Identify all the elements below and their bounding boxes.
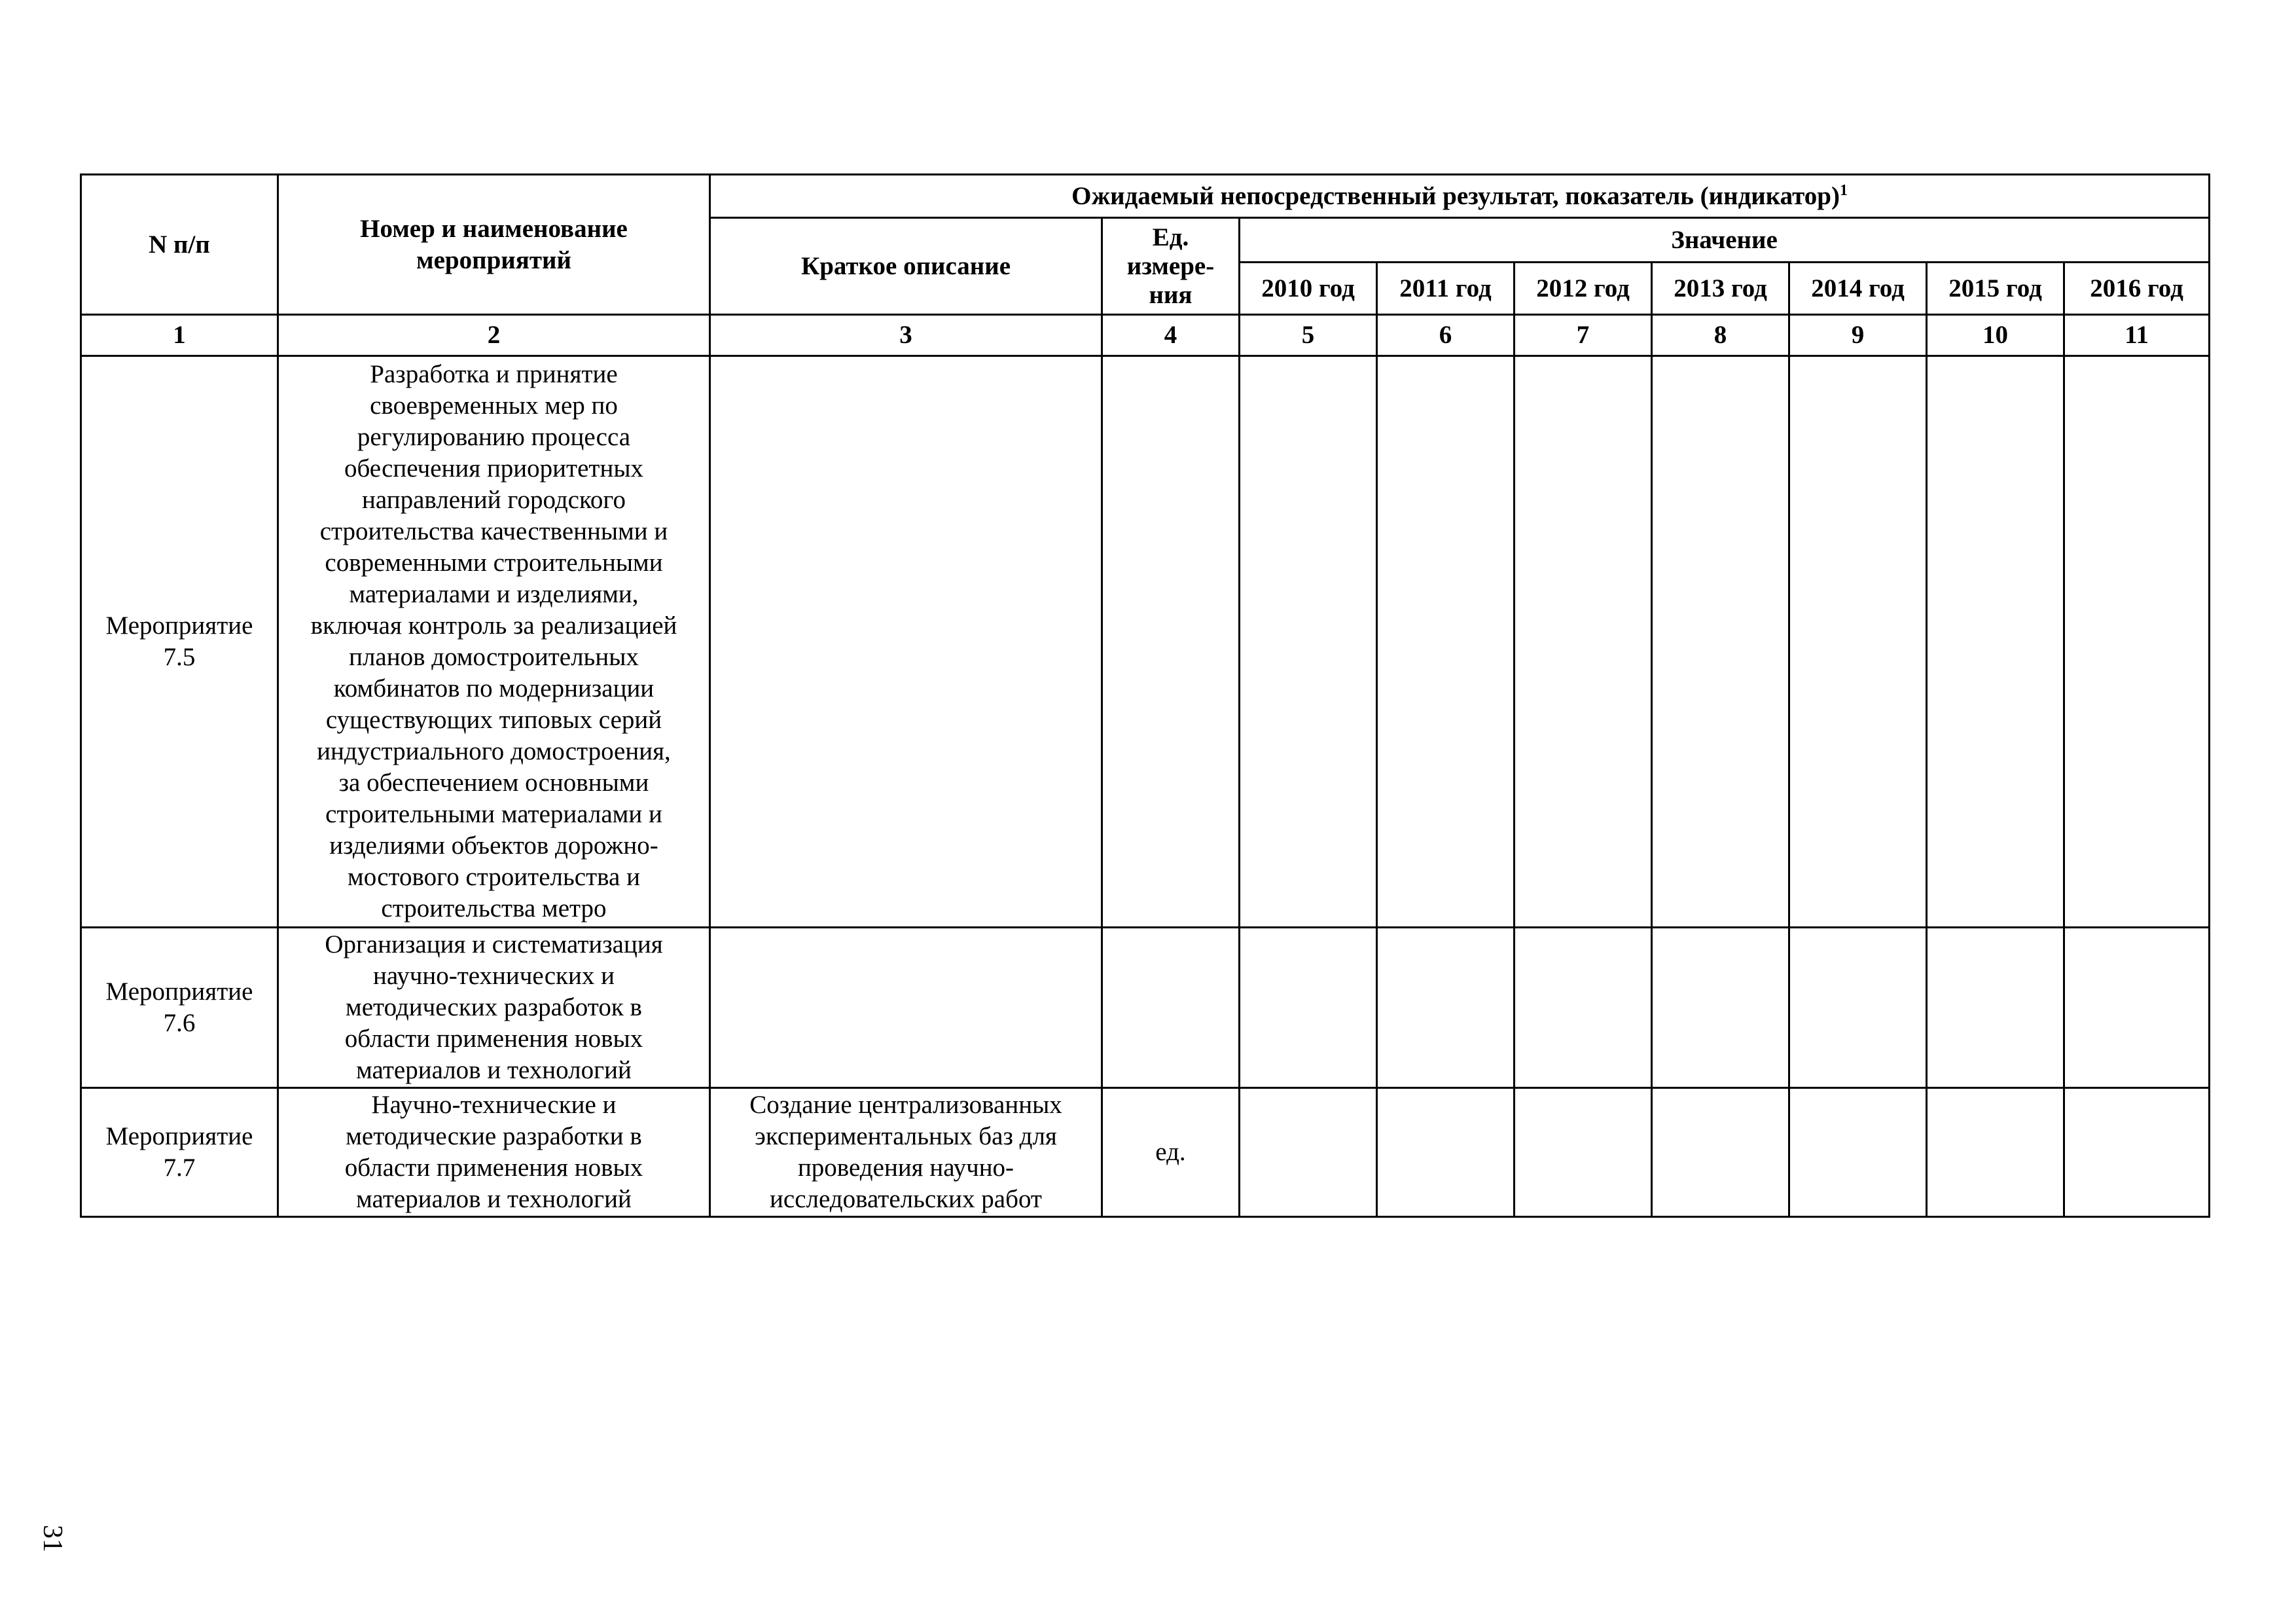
row-measure-name: Разработка и принятие своевременных мер по регулированию процесса обеспечения приоритетных направлений городского строительства качественными и современными строительными материалами и изделиями, включая контроль за реализацией планов домостроительных комбинатов по модернизации существующих типовых серий индустриального домостроения, за обеспечением основными строительными материалами и изделиями объектов дорожно- мостового строительства и строительства метро (278, 356, 710, 928)
header-year: 2012 год (1515, 263, 1652, 315)
header-n-pp: N п/п (81, 175, 278, 315)
header-value: Значение (1240, 218, 2210, 263)
table-row (81, 1088, 2210, 1217)
header-year: 2010 год (1240, 263, 1377, 315)
row-value (1927, 928, 2064, 1088)
row-number: Мероприятие 7.7 (81, 1088, 278, 1217)
row-value (1515, 1088, 1652, 1217)
row-value (1377, 356, 1515, 928)
row-value (1789, 356, 1927, 928)
row-value (1789, 1088, 1927, 1217)
measures-table (80, 173, 2210, 1218)
table-row (81, 928, 2210, 1088)
row-description: Создание централизованных экспериментальных баз для проведения научно- исследовательских работ (710, 1088, 1102, 1217)
row-value (1652, 928, 1789, 1088)
row-value (1377, 928, 1515, 1088)
row-value (1927, 1088, 2064, 1217)
header-short-description: Краткое описание (710, 218, 1102, 315)
row-value (1377, 1088, 1515, 1217)
row-value (1515, 356, 1652, 928)
row-value (1652, 356, 1789, 928)
column-number: 2 (278, 315, 710, 356)
row-value (1240, 356, 1377, 928)
footnote-mark: 1 (1839, 181, 1848, 199)
column-number: 5 (1240, 315, 1377, 356)
row-value (2064, 1088, 2210, 1217)
header-year: 2011 год (1377, 263, 1515, 315)
column-number: 4 (1102, 315, 1240, 356)
header-row-1 (81, 175, 2210, 218)
row-number: Мероприятие 7.5 (81, 356, 278, 928)
column-number: 11 (2064, 315, 2210, 356)
row-unit (1102, 928, 1240, 1088)
row-value (1789, 928, 1927, 1088)
row-value (1515, 928, 1652, 1088)
row-value (1652, 1088, 1789, 1217)
header-measure-name: Номер и наименование мероприятий (278, 175, 710, 315)
row-value (1240, 1088, 1377, 1217)
row-value (1927, 356, 2064, 928)
column-number: 1 (81, 315, 278, 356)
column-number: 8 (1652, 315, 1789, 356)
header-expected-result: Ожидаемый непосредственный результат, показатель (индикатор)$^1$ (710, 175, 2210, 218)
row-unit (1102, 356, 1240, 928)
column-number: 9 (1789, 315, 1927, 356)
row-value (2064, 928, 2210, 1088)
header-year: 2016 год (2064, 263, 2210, 315)
row-measure-name: Научно-технические и методические разработки в области применения новых материалов и технологий (278, 1088, 710, 1217)
row-value (1240, 928, 1377, 1088)
header-year: 2014 год (1789, 263, 1927, 315)
row-unit: ед. (1102, 1088, 1240, 1217)
column-number: 6 (1377, 315, 1515, 356)
header-year: 2013 год (1652, 263, 1789, 315)
column-number: 10 (1927, 315, 2064, 356)
row-measure-name: Организация и систематизация научно-технических и методических разработок в области применения новых материалов и технологий (278, 928, 710, 1088)
column-number-row (81, 315, 2210, 356)
header-unit: Ед. измере-ния (1102, 218, 1240, 315)
column-number: 3 (710, 315, 1102, 356)
column-number: 7 (1515, 315, 1652, 356)
row-number: Мероприятие 7.6 (81, 928, 278, 1088)
row-description (710, 928, 1102, 1088)
header-year: 2015 год (1927, 263, 2064, 315)
page-number: 31 (37, 1525, 67, 1552)
row-value (2064, 356, 2210, 928)
table-row (81, 356, 2210, 928)
row-description (710, 356, 1102, 928)
